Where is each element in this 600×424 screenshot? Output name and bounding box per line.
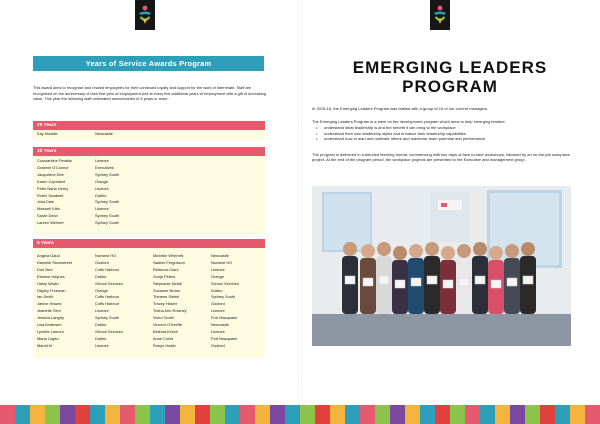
page-gutter xyxy=(298,0,302,424)
employee-location: Port Macquarie xyxy=(211,335,238,341)
awards-intro: This award aims to recognise and reward employees for their continued loyalty and support for the work of Interrelate. Staff are recognised on the anniversary of their first year of employment and at every five additional years of employment with a gift of increasing value. This year the following staff celebrated anniversaries of 5 years or more: xyxy=(33,85,266,102)
employee-location: Sydney South xyxy=(95,171,120,177)
page-title xyxy=(312,58,588,96)
employee-location: Coffs Harbour xyxy=(95,266,120,272)
footer-color-block xyxy=(30,405,45,424)
employee-name: Robin Swalwell xyxy=(37,192,64,198)
footer-color-block xyxy=(390,405,405,424)
footer-color-block xyxy=(375,405,390,424)
footer-color-block xyxy=(570,405,585,424)
employee-name: Angela Gaud xyxy=(37,253,60,258)
group-5-years xyxy=(33,248,265,358)
footer-color-block xyxy=(225,405,240,424)
employee-location: Sydney South xyxy=(95,213,120,219)
employee-location: Lismore xyxy=(211,308,225,314)
footer-color-block xyxy=(315,405,330,424)
group-10-years xyxy=(33,156,265,234)
list-item: • understand their own leadership styles and enhance their leadership capabilities xyxy=(316,131,578,137)
program-lead: The Emerging Leaders Program is a stem on the development program which aims to help emerging leaders: xyxy=(312,119,506,124)
employee-name: Jacqueline Dee xyxy=(37,171,64,177)
employee-location: Sydney South xyxy=(95,220,120,226)
employee-location: Coffs Harbour xyxy=(95,294,120,300)
employee-location: Dubbo xyxy=(95,335,107,341)
employee-name: Jeanette Simi xyxy=(37,308,61,314)
footer-color-block xyxy=(585,405,600,424)
employee-name: Lisa Andersen xyxy=(37,322,62,328)
employee-name: Julia Dale xyxy=(37,199,55,205)
employee-location: Lismore xyxy=(211,266,225,272)
footer-color-block xyxy=(555,405,570,424)
employee-location: Gosford xyxy=(211,342,225,348)
employee-location: Newcastle xyxy=(95,131,113,136)
footer-color-block xyxy=(450,405,465,424)
employee-location: Orange xyxy=(95,287,108,293)
footer-color-block xyxy=(240,405,255,424)
employee-name: Janine Howes xyxy=(37,301,62,307)
footer-color-block xyxy=(195,405,210,424)
employee-location: Dubbo xyxy=(211,287,223,293)
list-item: • understand how to lead and motivate others and maximise team potential and performance xyxy=(316,136,578,142)
footer-color-block xyxy=(75,405,90,424)
employee-name: Sonja Peters xyxy=(153,273,176,279)
employee-location: Lismore xyxy=(95,342,109,348)
employee-name: Anne Curtis xyxy=(153,335,174,341)
footer-color-block xyxy=(420,405,435,424)
page-title-line-1: EMERGING LEADERS xyxy=(352,58,548,77)
employee-name: Danielle Stonestreet xyxy=(37,259,73,265)
employee-location: Newcastle xyxy=(211,322,229,328)
footer-color-block xyxy=(90,405,105,424)
footer-color-block xyxy=(435,405,450,424)
group-photo xyxy=(312,186,571,346)
employee-name: Constantine Perakis xyxy=(37,158,72,163)
footer-color-block xyxy=(255,405,270,424)
footer-color-block xyxy=(135,405,150,424)
employee-name: Nadine Fergusson xyxy=(153,259,185,265)
employee-name: Karen Copeland xyxy=(37,178,66,184)
names-column xyxy=(37,158,72,227)
employee-location: Dubbo xyxy=(95,192,107,198)
locations-column-2 xyxy=(211,253,239,350)
employee-location: Gosford xyxy=(95,259,109,265)
names-column-2 xyxy=(153,253,187,350)
employee-name: Haley Walsh xyxy=(37,280,59,286)
footer-color-block xyxy=(180,405,195,424)
employee-location: Lismore xyxy=(95,158,109,163)
employee-location: School Services xyxy=(95,328,123,334)
footer-color-block xyxy=(285,405,300,424)
employee-name: Rebecca Clark xyxy=(153,266,179,272)
employee-name: Tracey Hidver xyxy=(153,301,178,307)
group-heading-25-years: 25 Years xyxy=(33,121,265,130)
employee-location: Norwest HO xyxy=(95,253,117,258)
group-25-years xyxy=(33,130,265,140)
program-intro: In 2015-16, the Emerging Leaders Program was trialled with a group of 15 of our current managers. xyxy=(312,106,489,111)
employee-location: Sydney South xyxy=(95,315,120,321)
employee-name: Lauren Weinert xyxy=(37,220,64,226)
footer-color-block xyxy=(105,405,120,424)
employee-location: Sydney South xyxy=(211,294,236,300)
employee-name: Kay Muddle xyxy=(37,131,58,136)
footer-color-block xyxy=(360,405,375,424)
footer-color-block xyxy=(150,405,165,424)
employee-location: School Services xyxy=(95,280,123,286)
employee-name: Lynette Lamont xyxy=(37,328,64,334)
footer-color-block xyxy=(345,405,360,424)
employee-name: Hayley Freeman xyxy=(37,287,66,293)
group-photo-icon xyxy=(312,186,571,346)
employee-name: Vincent O'Keeffe xyxy=(153,322,182,328)
logo-icon xyxy=(433,5,447,25)
employee-name: Graeme O'Connor xyxy=(37,164,69,170)
employee-location: Gosford xyxy=(211,301,225,307)
employee-location: Coffs Harbour xyxy=(95,301,120,307)
employee-location: Executives xyxy=(95,164,114,170)
employee-name: Therese Siebel xyxy=(153,294,180,300)
footer-color-block xyxy=(120,405,135,424)
employee-name: Ian Smith xyxy=(37,294,54,300)
footer-color-block xyxy=(165,405,180,424)
employee-name: Trisha Ann Rowney xyxy=(153,308,187,314)
employee-name: Dori Ned xyxy=(37,266,53,272)
employee-name: Mandi M xyxy=(37,342,52,348)
employee-location: Lismore xyxy=(95,185,109,191)
footer-color-block xyxy=(540,405,555,424)
employee-name: Maxwell Kitto xyxy=(37,206,60,212)
footer-color-block xyxy=(15,405,30,424)
program-delivery: The program is delivered in a blended learning format, commencing with two days of face-to-face workshops, followed by an on-the-job workplace project. At the end of the program period, the workplace projects are presented to the Executive and management group. xyxy=(312,152,570,163)
footer-color-block xyxy=(60,405,75,424)
employee-location: Sydney South xyxy=(95,199,120,205)
footer-color-block xyxy=(300,405,315,424)
employee-location: Lismore xyxy=(211,328,225,334)
footer-color-block xyxy=(45,405,60,424)
employee-name: Michelle Wherrett xyxy=(153,253,184,258)
employee-name: Victor Smith xyxy=(153,315,174,321)
footer-color-block xyxy=(480,405,495,424)
header-tab xyxy=(430,0,450,30)
logo-icon xyxy=(138,5,152,25)
footer-color-block xyxy=(330,405,345,424)
footer-color-strip xyxy=(0,405,600,424)
employee-name: Eleanor Haynes xyxy=(37,273,65,279)
employee-name: Maria Logan xyxy=(37,335,59,341)
locations-column-1 xyxy=(95,253,123,350)
names-column-1 xyxy=(37,253,72,350)
employee-location: Dubbo xyxy=(95,322,107,328)
employee-name: Sarah Dean xyxy=(37,213,58,219)
footer-color-block xyxy=(405,405,420,424)
locations-column xyxy=(95,158,119,227)
footer-color-block xyxy=(510,405,525,424)
header-tab xyxy=(135,0,155,30)
page-title-line-2: PROGRAM xyxy=(402,77,498,96)
employee-name: Peter Nana Henry xyxy=(37,185,69,191)
section-title: Years of Service Awards Program xyxy=(33,56,264,71)
employee-location: Port Macquarie xyxy=(211,315,238,321)
employee-location: Orange xyxy=(211,273,224,279)
employee-location: Norwest HO xyxy=(211,259,233,265)
employee-location: Orange xyxy=(95,178,108,184)
employee-name: Belinda Keech xyxy=(153,328,179,334)
footer-color-block xyxy=(465,405,480,424)
employee-location: Lismore xyxy=(95,206,109,212)
footer-color-block xyxy=(0,405,15,424)
employee-location: Lismore xyxy=(95,308,109,314)
footer-color-block xyxy=(270,405,285,424)
list-item: • understand what leadership is and the benefit it can bring to the workplace xyxy=(316,125,578,131)
group-heading-5-years: 5 Years xyxy=(33,239,265,248)
employee-location: Newcastle xyxy=(211,253,229,258)
employee-name: Stephanie Mcfall xyxy=(153,280,182,286)
footer-color-block xyxy=(495,405,510,424)
employee-name: Jessica Langtry xyxy=(37,315,65,321)
footer-color-block xyxy=(210,405,225,424)
employee-location: Dubbo xyxy=(95,273,107,279)
footer-color-block xyxy=(525,405,540,424)
program-goals-list xyxy=(316,125,578,142)
group-heading-10-years: 10 Years xyxy=(33,147,265,156)
employee-name: Suzanne Brown xyxy=(153,287,181,293)
employee-location: School Services xyxy=(211,280,239,286)
employee-name: Robyn Heath xyxy=(153,342,176,348)
